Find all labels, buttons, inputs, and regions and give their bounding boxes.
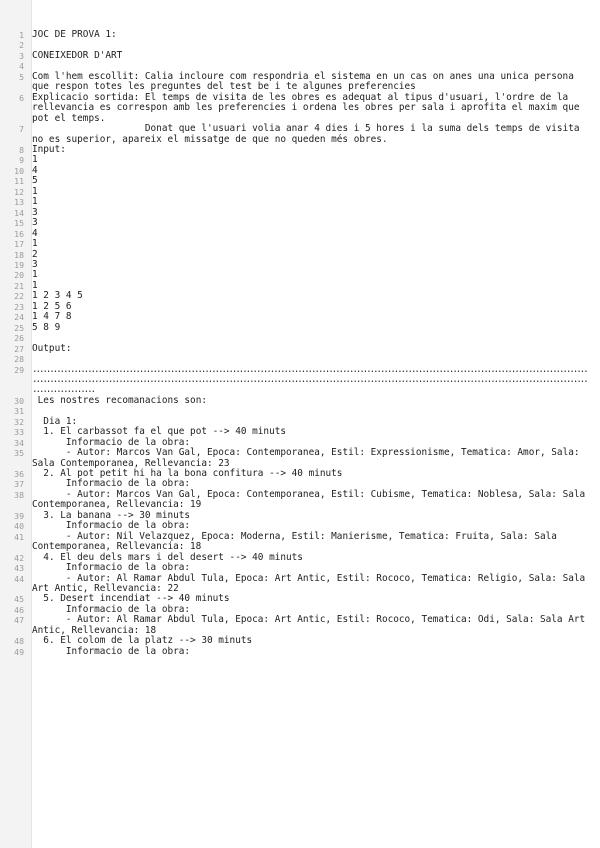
line-number: 10 (14, 165, 24, 176)
line-text: Informacio de la obra: (32, 520, 191, 532)
line-text: .................................................................................................................................................................................................................................................................................................................................................... (32, 364, 587, 396)
line-text: Output: (32, 342, 72, 354)
line-number: 1 (19, 30, 24, 40)
line-text: 1 (32, 269, 38, 281)
line-number: 44 (14, 573, 24, 584)
line-text: 1. El carbassot fa el que pot --> 40 minuts (32, 426, 286, 438)
editor-line[interactable] (0, 208, 600, 218)
line-text: Input: (32, 143, 66, 155)
editor-line[interactable] (0, 124, 600, 145)
editor-line[interactable] (0, 312, 600, 322)
editor-line[interactable] (0, 218, 600, 228)
editor-line[interactable] (0, 197, 600, 207)
line-number: 23 (14, 301, 24, 312)
editor-line[interactable] (0, 250, 600, 260)
line-text: Donat que l'usuari volia anar 4 dies i 5 hores i la suma dels temps de visita no es superior, apareix el missatge de que no queden més obres. (32, 123, 586, 145)
line-text: 4. El deu dels mars i del desert --> 40 minuts (32, 551, 303, 563)
line-number: 37 (14, 479, 24, 490)
line-text: CONEIXEDOR D'ART (32, 49, 123, 61)
editor-line[interactable] (0, 155, 600, 165)
line-number: 21 (14, 280, 24, 291)
line-text: 3. La banana --> 30 minuts (32, 509, 191, 521)
line-number: 20 (14, 270, 24, 281)
line-text: Dia 1: (32, 415, 78, 427)
line-text: 1 2 5 6 (32, 300, 72, 312)
text-editor[interactable] (0, 30, 600, 657)
line-number: 27 (14, 343, 24, 354)
editor-line[interactable] (0, 344, 600, 354)
line-text: 1 4 7 8 (32, 311, 72, 323)
line-text: 1 2 3 4 5 (32, 290, 83, 302)
line-text: Informacio de la obra: (32, 645, 191, 657)
line-text: Informacio de la obra: (32, 603, 191, 615)
line-number: 3 (19, 50, 24, 61)
line-number: 48 (14, 636, 24, 647)
line-text: 5. Desert incendiat --> 40 minuts (32, 593, 230, 605)
line-number: 22 (14, 291, 24, 302)
line-text: Explicacio sortida: El temps de visita de les obres es adequat al tipus d'usuari, l'ordre de la rellevancia es correspon amb les preferencies i ordena les obres per sala i aprofita el maxim que pot el temps. (32, 91, 586, 124)
line-number: 11 (14, 176, 24, 187)
line-text: 1 (32, 279, 38, 291)
line-number: 43 (14, 563, 24, 574)
line-number: 40 (14, 521, 24, 532)
line-number: 2 (19, 40, 24, 51)
editor-line[interactable] (0, 490, 600, 511)
line-text: 5 8 9 (32, 321, 61, 333)
editor-line[interactable] (0, 187, 600, 197)
editor-line[interactable] (0, 354, 600, 364)
line-text: Informacio de la obra: (32, 478, 191, 490)
line-number: 30 (14, 395, 24, 406)
line-number: 7 (19, 124, 24, 135)
line-number: 42 (14, 552, 24, 563)
line-text: 2. Al pot petit hi ha la bona confitura --> 40 minuts (32, 468, 343, 480)
line-number: 14 (14, 207, 24, 218)
editor-line[interactable] (0, 176, 600, 186)
editor-line[interactable] (0, 323, 600, 333)
editor-line[interactable] (0, 448, 600, 469)
line-number: 45 (14, 594, 24, 605)
line-number: 17 (14, 239, 24, 250)
line-number: 25 (14, 322, 24, 333)
line-number: 49 (14, 646, 24, 657)
line-text: 1 (32, 196, 38, 208)
line-number: 12 (14, 186, 24, 197)
editor-line[interactable] (0, 365, 600, 396)
editor-line[interactable] (0, 51, 600, 61)
line-text: 5 (32, 175, 38, 187)
line-number: 38 (14, 489, 24, 500)
line-number: 16 (14, 228, 24, 239)
line-text: 1 (32, 238, 38, 250)
editor-line[interactable] (0, 93, 600, 124)
line-number: 8 (19, 144, 24, 155)
line-number: 29 (14, 364, 24, 375)
line-number: 46 (14, 604, 24, 615)
line-text: 1 (32, 154, 38, 166)
editor-line[interactable] (0, 229, 600, 239)
line-text: 4 (32, 227, 38, 239)
editor-line[interactable] (0, 260, 600, 270)
line-number: 35 (14, 448, 24, 459)
editor-line[interactable] (0, 291, 600, 301)
line-text: - Autor: Al Ramar Abdul Tula, Epoca: Art Antic, Estil: Rococo, Tematica: Odi, Sala: Sala Art Antic, Rellevancia: 18 (32, 614, 591, 636)
editor-line[interactable] (0, 396, 600, 406)
line-number: 6 (19, 92, 24, 103)
line-text: 4 (32, 164, 38, 176)
line-text: 3 (32, 206, 38, 218)
line-number: 36 (14, 469, 24, 480)
line-text: 3 (32, 258, 38, 270)
editor-line[interactable] (0, 72, 600, 93)
line-text: 6. El colom de la platz --> 30 minuts (32, 635, 253, 647)
line-text: - Autor: Nil Velazquez, Epoca: Moderna, Estil: Manierisme, Tematica: Fruita, Sala: Sala Contemporanea, Rellevancia: 18 (32, 530, 563, 553)
line-number: 47 (14, 615, 24, 626)
line-text: - Autor: Marcos Van Gal, Epoca: Contemporanea, Estil: Cubisme, Tematica: Noblesa, Sala: Sala Contemporanea, Rellevancia: 19 (32, 488, 591, 511)
line-number: 28 (14, 354, 24, 365)
editor-line[interactable] (0, 30, 600, 40)
line-text: Informacio de la obra: (32, 436, 191, 448)
line-text: 2 (32, 248, 38, 260)
editor-line[interactable] (0, 166, 600, 176)
line-text: - Autor: Al Ramar Abdul Tula, Epoca: Art Antic, Estil: Rococo, Tematica: Religio, Sala: Sala Art Antic, Rellevancia: 22 (32, 572, 591, 595)
editor-line[interactable] (0, 406, 600, 416)
line-text: 1 (32, 185, 38, 197)
line-number: 34 (14, 437, 24, 448)
line-text: 3 (32, 217, 38, 229)
editor-line[interactable] (0, 563, 600, 573)
line-number: 39 (14, 510, 24, 521)
line-number: 41 (14, 531, 24, 542)
editor-line[interactable] (0, 574, 600, 595)
line-number: 33 (14, 427, 24, 438)
line-text: JOC DE PROVA 1: (32, 29, 117, 40)
editor-line[interactable] (0, 270, 600, 280)
editor-line[interactable] (0, 145, 600, 155)
editor-line[interactable] (0, 302, 600, 312)
line-text: Informacio de la obra: (32, 562, 191, 574)
editor-line[interactable] (0, 647, 600, 657)
line-text: Com l'hem escollit: Calia incloure com respondria el sistema en un cas on anes una unica persona que respon totes les preguntes del test be i te algunes preferencies (32, 70, 580, 93)
line-number: 19 (14, 259, 24, 270)
line-number: 5 (19, 71, 24, 82)
line-text: - Autor: Marcos Van Gal, Epoca: Contemporanea, Estil: Expressionisme, Tematica: Amor, Sala: Sala Contemporanea, Rellevancia: 23 (32, 447, 586, 469)
line-number: 32 (14, 416, 24, 427)
editor-line[interactable] (0, 239, 600, 249)
line-number: 31 (14, 406, 24, 417)
editor-line[interactable] (0, 281, 600, 291)
line-number: 18 (14, 249, 24, 260)
line-number: 24 (14, 312, 24, 323)
line-number: 9 (19, 155, 24, 166)
line-number: 4 (19, 61, 24, 72)
editor-line[interactable] (0, 615, 600, 636)
line-text: Les nostres recomanacions son: (32, 394, 207, 406)
line-number: 26 (14, 333, 24, 344)
editor-line[interactable] (0, 333, 600, 343)
line-number: 13 (14, 197, 24, 208)
editor-line[interactable] (0, 532, 600, 553)
line-number: 15 (14, 218, 24, 229)
